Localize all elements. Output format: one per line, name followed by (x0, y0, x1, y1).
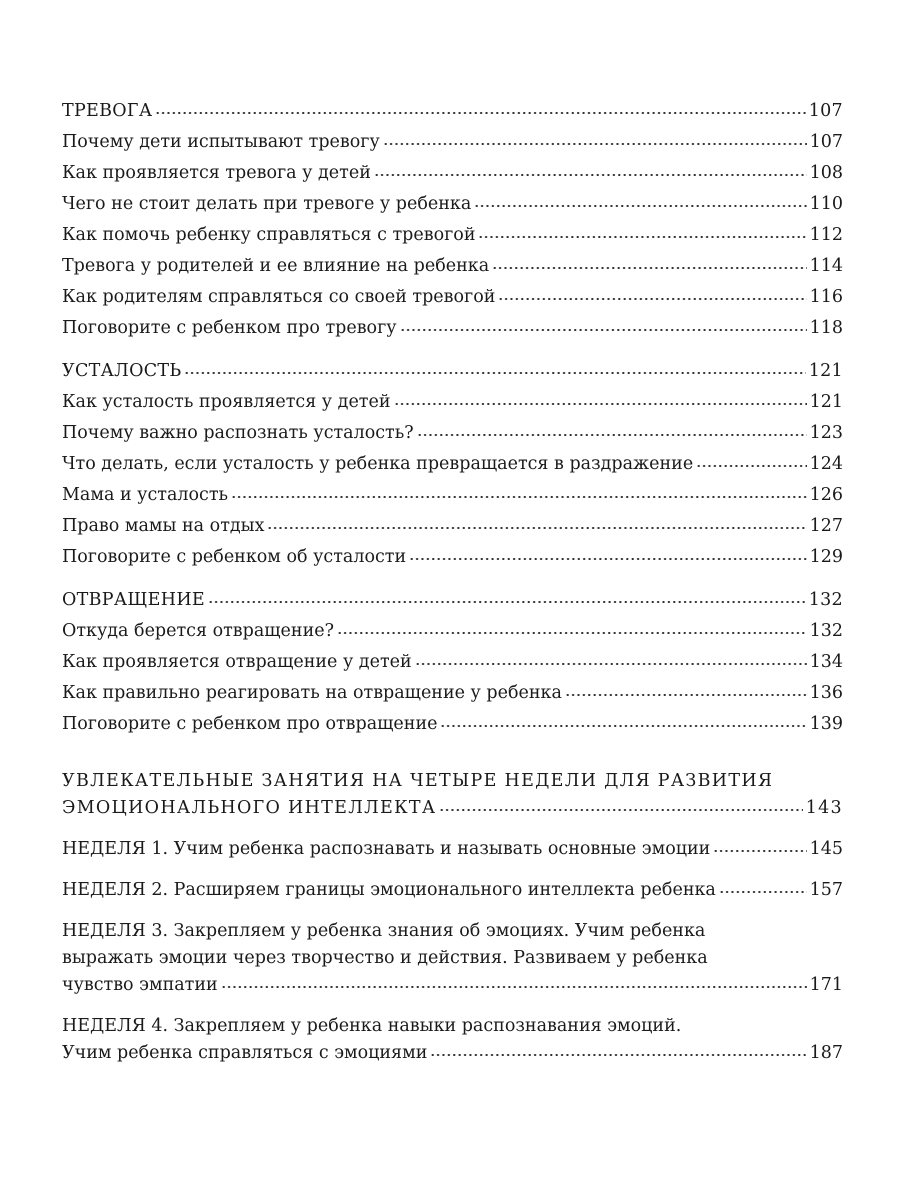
dot-leader (498, 297, 806, 301)
toc-page-number: 127 (809, 516, 843, 536)
toc-entry[interactable] (62, 709, 843, 740)
toc-entry[interactable] (62, 647, 843, 678)
toc-entry-label: Как проявляется отвращение у детей (62, 652, 412, 672)
toc-section-title: ОТВРАЩЕНИЕ (62, 590, 205, 610)
toc-entry[interactable] (62, 542, 843, 573)
toc-week-line: НЕДЕЛЯ 3. Закрепляем у ребенка знания об эмоциях. Учим ребенка (62, 921, 706, 941)
toc-week-entry[interactable] (62, 836, 843, 863)
toc-week-entry[interactable] (62, 1013, 843, 1067)
dot-leader (430, 1053, 806, 1057)
toc-entry[interactable] (62, 678, 843, 709)
dot-leader (267, 526, 806, 530)
toc-page-number: 129 (809, 547, 843, 567)
dot-leader (439, 808, 802, 812)
toc-section-heading[interactable] (62, 585, 843, 616)
toc-week-label: Учим ребенка справляться с эмоциями (62, 1043, 428, 1063)
dot-leader (208, 600, 806, 604)
toc-entry-label: Как родителям справляться со своей тревогой (62, 287, 496, 307)
toc-entry-label: Почему дети испытывают тревогу (62, 132, 380, 152)
dot-leader (409, 557, 806, 561)
toc-part-title-line: УВЛЕКАТЕЛЬНЫЕ ЗАНЯТИЯ НА ЧЕТЫРЕ НЕДЕЛИ ДЛЯ РАЗВИТИЯ (62, 771, 774, 791)
section-gap (62, 573, 843, 585)
toc-page-number: 132 (809, 621, 843, 641)
toc-entry-label: Как усталость проявляется у детей (62, 392, 391, 412)
toc-entry[interactable] (62, 158, 843, 189)
toc-entry[interactable] (62, 251, 843, 282)
toc-entry-label: Поговорите с ребенком про отвращение (62, 714, 438, 734)
toc-entry[interactable] (62, 220, 843, 251)
toc-entry-label: Чего не стоит делать при тревоге у ребенка (62, 194, 472, 214)
toc-page-number: 157 (809, 880, 843, 900)
toc-entry[interactable] (62, 418, 843, 449)
toc-week-last-line (62, 1040, 843, 1067)
toc-week-last-line (62, 877, 843, 904)
toc-page-number: 116 (809, 287, 843, 307)
toc-entry[interactable] (62, 282, 843, 313)
toc-page-number: 112 (809, 225, 843, 245)
toc-week-last-line (62, 836, 843, 863)
section-gap (62, 822, 843, 836)
dot-leader (184, 371, 805, 375)
toc-entry-label: Тревога у родителей и ее влияние на ребенка (62, 256, 490, 276)
toc-week-label: НЕДЕЛЯ 1. Учим ребенка распознавать и называть основные эмоции (62, 839, 711, 859)
toc-page-number: 187 (809, 1043, 843, 1063)
dot-leader (474, 204, 806, 208)
section-gap (62, 999, 843, 1013)
toc-page-number: 134 (809, 652, 843, 672)
toc-section-title: ТРЕВОГА (62, 101, 153, 121)
toc-page-number: 126 (809, 485, 843, 505)
toc-page-number: 123 (809, 423, 843, 443)
toc-entry[interactable] (62, 616, 843, 647)
section-gap (62, 863, 843, 877)
toc-entry[interactable] (62, 189, 843, 220)
toc-entry[interactable] (62, 449, 843, 480)
toc-page-number: 118 (809, 318, 843, 338)
toc-week-line: НЕДЕЛЯ 4. Закрепляем у ребенка навыки распознавания эмоций. (62, 1016, 682, 1036)
dot-leader (394, 402, 807, 406)
toc-entry-label: Поговорите с ребенком об усталости (62, 547, 407, 567)
toc-entry-label: Что делать, если усталость у ребенка превращается в раздражение (62, 454, 694, 474)
dot-leader (696, 464, 806, 468)
toc-entry[interactable] (62, 511, 843, 542)
toc-entry-label: Как правильно реагировать на отвращение у ребенка (62, 683, 562, 703)
toc-entry-label: Право мамы на отдых (62, 516, 265, 536)
toc-section-heading[interactable] (62, 96, 843, 127)
toc-page-number: 110 (809, 194, 843, 214)
toc-page-number: 121 (809, 392, 843, 412)
dot-leader (231, 495, 807, 499)
toc-page-number: 124 (809, 454, 843, 474)
dot-leader (415, 662, 807, 666)
dot-leader (478, 235, 806, 239)
toc-page-number: 114 (809, 256, 843, 276)
dot-leader (337, 631, 807, 635)
toc-page-number: 121 (808, 361, 843, 381)
toc-section-title: УСТАЛОСТЬ (62, 361, 182, 381)
toc-page-number: 132 (808, 590, 843, 610)
dot-leader (440, 724, 806, 728)
toc-page-number: 136 (809, 683, 843, 703)
toc-week-entry[interactable] (62, 918, 843, 999)
dot-leader (155, 111, 805, 115)
toc-entry[interactable] (62, 127, 843, 158)
toc-part-last-line (62, 795, 843, 822)
dot-leader (374, 173, 807, 177)
toc-entry-label: Почему важно распознать усталость? (62, 423, 414, 443)
dot-leader (400, 328, 807, 332)
dot-leader (492, 266, 806, 270)
toc-entry-label: Откуда берется отвращение? (62, 621, 334, 641)
toc-entry-label: Как проявляется тревога у детей (62, 163, 371, 183)
toc-week-last-line (62, 972, 843, 999)
dot-leader (417, 433, 807, 437)
toc-part-title-line: ЭМОЦИОНАЛЬНОГО ИНТЕЛЛЕКТА (62, 798, 437, 818)
toc-page-number: 171 (809, 975, 843, 995)
toc-week-label: чувство эмпатии (62, 975, 218, 995)
table-of-contents (62, 96, 843, 1067)
toc-entry[interactable] (62, 313, 843, 344)
section-gap (62, 344, 843, 356)
dot-leader (713, 849, 806, 853)
toc-entry[interactable] (62, 387, 843, 418)
toc-part-entry[interactable] (62, 768, 843, 822)
toc-week-label: НЕДЕЛЯ 2. Расширяем границы эмоционального интеллекта ребенка (62, 880, 716, 900)
section-gap (62, 904, 843, 918)
toc-page-number: 108 (809, 163, 843, 183)
toc-section-heading[interactable] (62, 356, 843, 387)
toc-page-number: 145 (809, 839, 843, 859)
toc-entry-label: Как помочь ребенку справляться с тревогой (62, 225, 476, 245)
toc-entry-label: Мама и усталость (62, 485, 229, 505)
dot-leader (221, 985, 807, 989)
section-gap (62, 740, 843, 768)
dot-leader (719, 890, 807, 894)
toc-page-number: 107 (808, 101, 843, 121)
toc-week-entry[interactable] (62, 877, 843, 904)
toc-week-line: выражать эмоции через творчество и действия. Развиваем у ребенка (62, 948, 708, 968)
dot-leader (565, 693, 807, 697)
toc-page-number: 143 (805, 798, 843, 818)
toc-entry[interactable] (62, 480, 843, 511)
toc-page-number: 139 (809, 714, 843, 734)
toc-page-number: 107 (809, 132, 843, 152)
toc-entry-label: Поговорите с ребенком про тревогу (62, 318, 397, 338)
dot-leader (383, 142, 807, 146)
